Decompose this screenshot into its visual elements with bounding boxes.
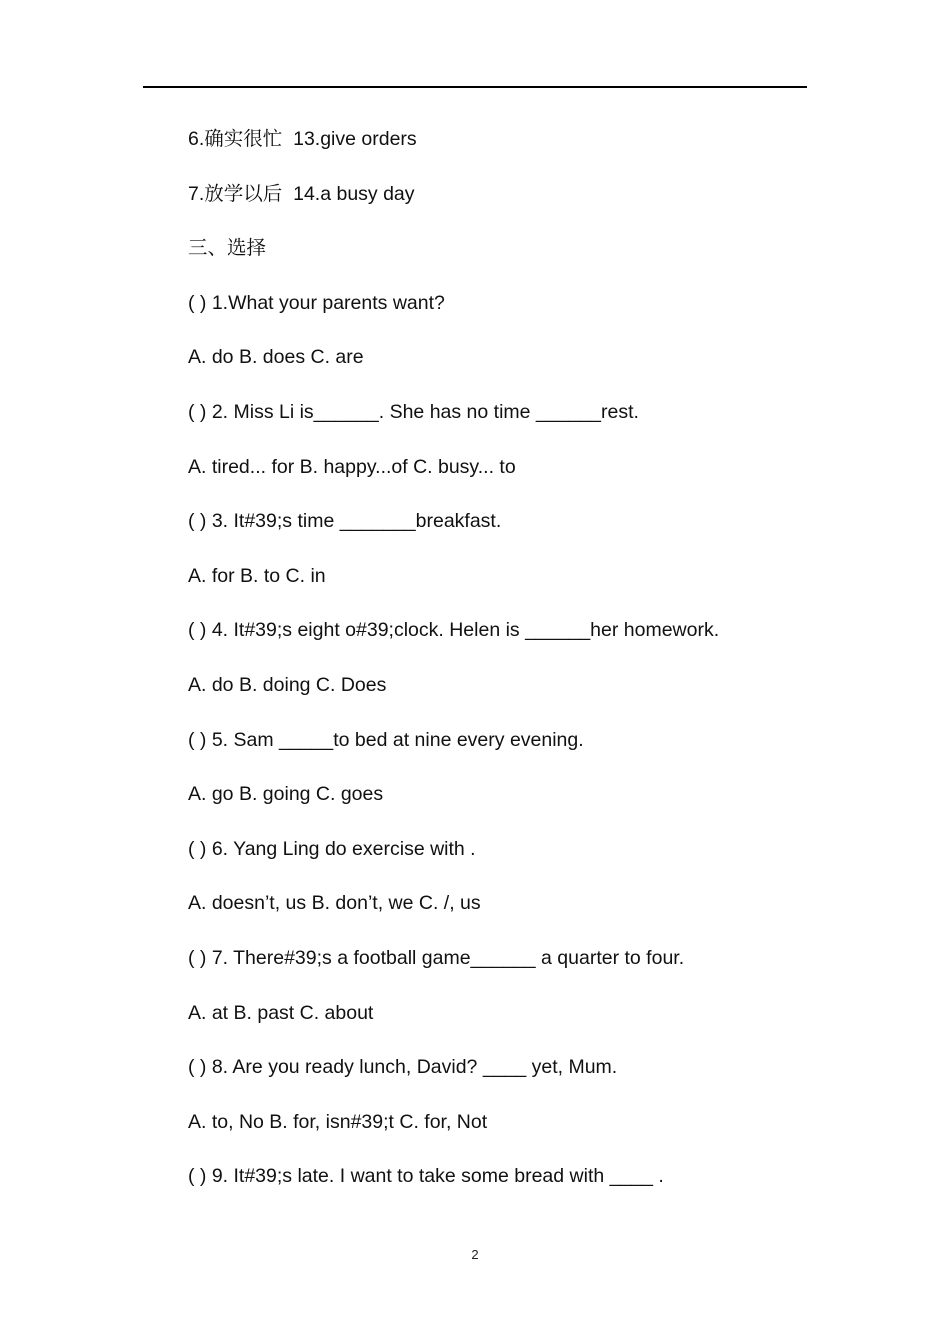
question-line: ( ) 5. Sam _____to bed at nine every evening.: [188, 728, 584, 751]
document-body: [188, 121, 828, 1194]
options-line: A. at B. past C. about: [188, 1001, 374, 1024]
question-line: ( ) 1.What your parents want?: [188, 291, 445, 314]
question-line: ( ) 7. There#39;s a football game______ a quarter to four.: [188, 946, 685, 969]
question-line: ( ) 6. Yang Ling do exercise with .: [188, 837, 476, 860]
section-heading: 三、选择: [188, 237, 267, 260]
options-line: A. doesn’t, us B. don’t, we C. /, us: [188, 892, 481, 915]
options-line: A. go B. going C. goes: [188, 783, 384, 806]
question-line: ( ) 2. Miss Li is______. She has no time ______rest.: [188, 400, 639, 423]
options-line: A. do B. does C. are: [188, 346, 364, 369]
page-number: 2: [471, 1247, 479, 1262]
header-rule: [143, 86, 807, 88]
options-line: A. for B. to C. in: [188, 564, 326, 587]
options-line: A. do B. doing C. Does: [188, 673, 387, 696]
question-line: ( ) 9. It#39;s late. I want to take some bread with ____ .: [188, 1165, 664, 1188]
question-line: ( ) 8. Are you ready lunch, David? ____ yet, Mum.: [188, 1056, 618, 1079]
question-line: ( ) 3. It#39;s time _______breakfast.: [188, 510, 502, 533]
question-line: ( ) 4. It#39;s eight o#39;clock. Helen is ______her homework.: [188, 619, 720, 642]
vocab-line: 6.确实很忙 13.give orders: [188, 128, 417, 150]
options-line: A. to, No B. for, isn#39;t C. for, Not: [188, 1110, 488, 1133]
options-line: A. tired... for B. happy...of C. busy... to: [188, 455, 516, 478]
vocab-line: 7.放学以后 14.a busy day: [188, 182, 415, 205]
